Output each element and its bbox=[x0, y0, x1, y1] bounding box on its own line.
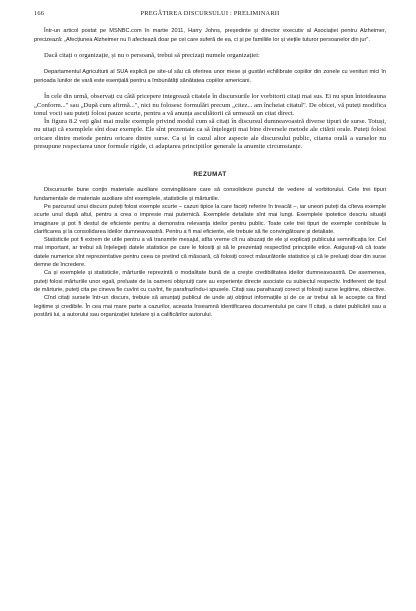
summary-paragraph: Statisticile pot fi extrem de utile pentru a vă transmite mesajul, atîta vreme cît nu abuzați de ele și explicați publicului semnificația lor. Cel mai important, ar trebui să înțelegeți datele statistice pe care le folosiți și să le prezentați respectînd principiile etice. Asigurați-vă că toate datele numerice sînt reprezentative pentru ceea ce pretind că măsoară, că folosiți corect măsurătorile statistice și că le preluați doar din surse demne de încredere. bbox=[34, 237, 386, 269]
paragraph-figure-8-2: În figura 8.2 veți găsi mai multe exemple privind modul cum să citați în discursul dumneavoastră diverse tipuri de surse. Totuși, nu uitați că exemplele sînt doar exemple. Ele sînt prezentate ca să înțelegeți mai bine diversele metode ale citării orale. Puteți folosi oricare dintre metode pentru oricare dintre surse. Ca și în cazul altor aspecte ale discursului public, citarea orală a surselor nu presupune respectarea unor formule rigide, ci adaptarea principiilor generale la anumite circumstanțe. bbox=[34, 118, 386, 151]
summary-paragraph: Ca și exemplele și statisticile, mărturiile reprezintă o modalitate bună de a crește credibilitatea ideilor dumneavoastră. De asemenea, puteți folosi mărturiile unor egali, preluate de la oameni obișnuiți care au experiențe directe asociate cu subiectul respectiv. Indiferent de tipul de mărturie, puteți cita pe cineva fie cuvînt cu cuvînt, fie parafrazîndu-i spusele. Citați sau parafrazați corect și folosiți surse legitime, obiective. bbox=[34, 270, 386, 293]
summary-section bbox=[34, 186, 386, 319]
paragraph-usda-quote: Departamentul Agriculturii al SUA explică pe site-ul său că oferirea unor mese și gustări echilibrate copiilor din zonele cu venituri mici în perioada lunilor de vară este esențială pentru a îmbunătăți sănătatea copiilor americani. bbox=[34, 69, 386, 84]
running-title: PREGĂTIREA DISCURSULUI : PRELIMINARII bbox=[140, 10, 280, 17]
summary-paragraph: Pe parcursul unui discurs puteți folosi exemple scurte – cazuri tipice la care faceți referire în treacăt –, iar uneori puteți da cîteva exemple scurte unul după altul, pentru a crea o impresie mai puternică. Exemplele detaliate sînt mai lungi. Exemplele ipotetice descriu situații imaginare și pot fi destul de eficiente pentru a demonstra relevanța ideilor pentru public. Toate cele trei tipuri de exemple contribuie la clarificarea și la consolidarea ideilor dumneavoastră. Pentru a fi mai eficiente, ele trebuie să fie convingătoare și detaliate. bbox=[34, 203, 386, 235]
paragraph-alzheimer-quote: Într-un articol postat pe MSNBC.com în martie 2011, Harry Johns, președinte și director executiv al Asociației pentru Alzheimer, precizează: „Afecțiunea Alzheimer nu îi afectează doar pe cei care suferă de ea, ci și pe familiile lor și viețile tuturor persoanelor din jur". bbox=[34, 28, 386, 43]
paragraph-organization-intro: Dacă citați o organizație, și nu o persoană, trebui să precizați numele organizației: bbox=[44, 52, 260, 59]
summary-paragraph: Discursurile bune conțin materiale auxiliare convingătoare care să consolideze punctul de vedere al vorbitorului. Cele trei tipuri fundamentale de materiale auxiliare sînt exemplele, statisticile și mărturiile. bbox=[34, 187, 386, 202]
summary-paragraph: Cînd citați sursele într-un discurs, trebuie să anunțați publicul de unde ați obținut informațiile și de ce ar trebui să le accepte ca fiind legitime și credibile. În cea mai mare parte a cazurilor, aceasta înseamnă identificarea documentului pe care îl citați, a datei publicării sau a postării lui, a autorului sau organizației tutelare și a calificărilor autorului. bbox=[34, 295, 386, 318]
paragraph-integration: În cele din urmă, observați cu câtă pricepere integrează citatele în discursurile lor vorbitorii citați mai sus. Ei nu spun întotdeauna „Conform..." sau „După cum afirmă...", nici nu folosesc formulări precum „citez... am încheiat citatul". De obicei, vă puteți modifica tonul vocii sau puteți folosi pauze scurte, pentru a vă anunța ascultătorii că urmează un citat direct. bbox=[34, 93, 386, 117]
summary-heading: REZUMAT bbox=[193, 171, 227, 179]
running-header bbox=[34, 10, 386, 17]
page-number: 166 bbox=[34, 10, 45, 17]
